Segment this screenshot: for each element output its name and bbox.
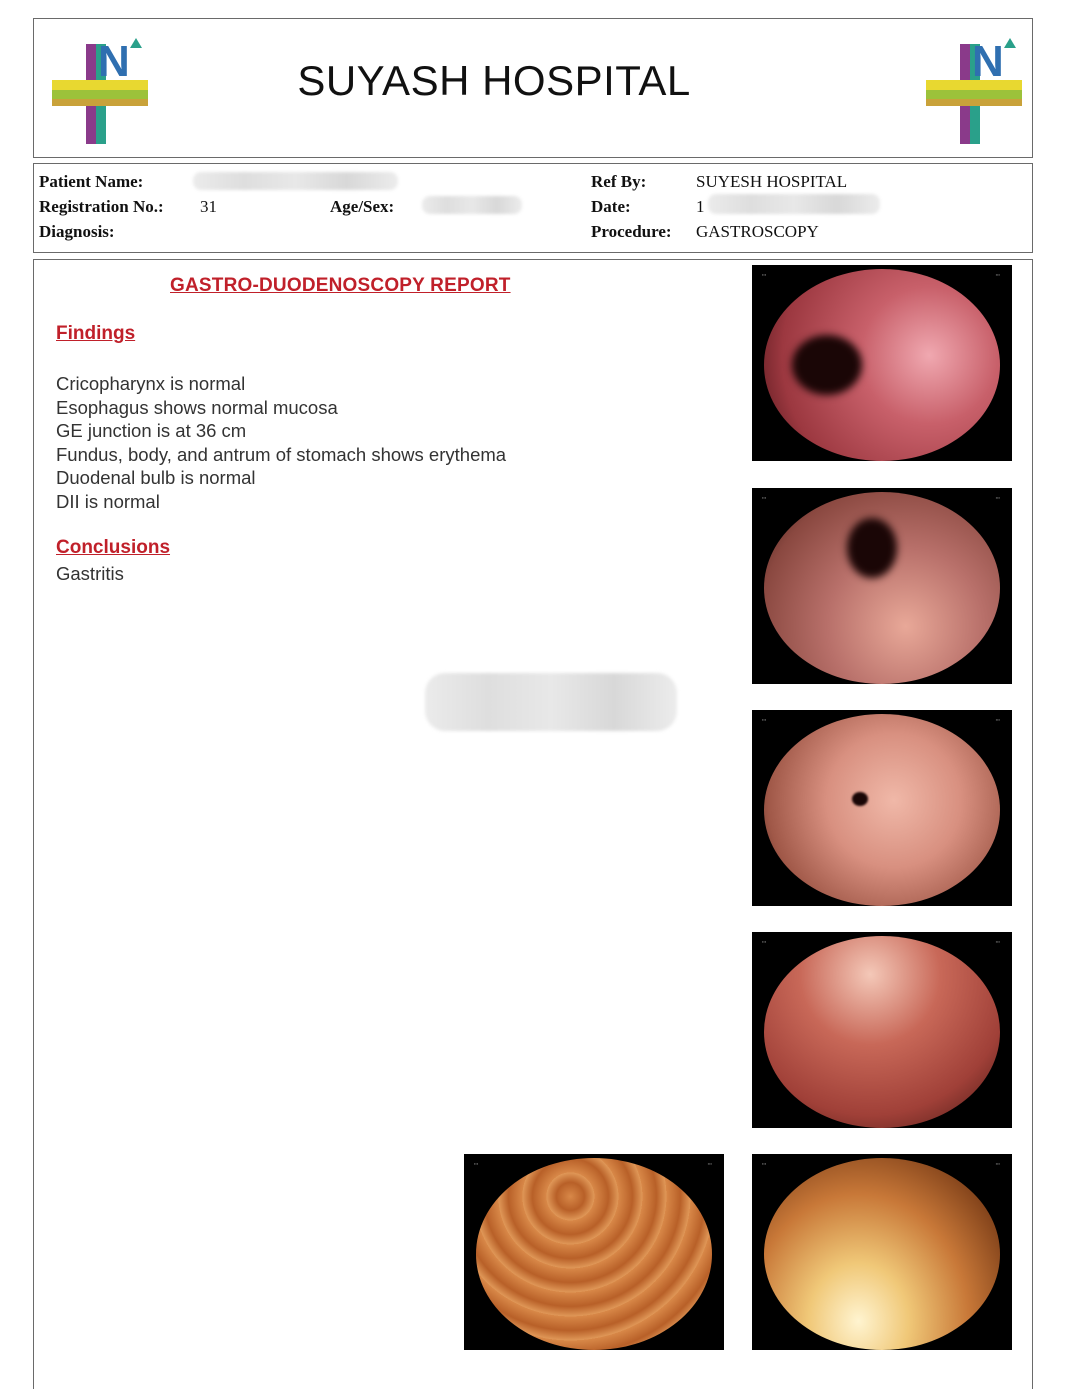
- patient-name-label: Patient Name:: [39, 172, 144, 191]
- ref-by-label: Ref By:: [591, 172, 647, 191]
- svg-text:N: N: [972, 37, 1004, 86]
- diagnosis-label: Diagnosis:: [39, 222, 115, 241]
- redacted-patient-name: [193, 172, 398, 190]
- redacted-date: [708, 194, 880, 214]
- age-sex-label: Age/Sex:: [330, 197, 395, 216]
- date-label: Date:: [591, 197, 631, 216]
- header-box: [33, 18, 1033, 158]
- endoscopy-image-1: ⋯ ⋯: [752, 265, 1012, 461]
- finding-item: Fundus, body, and antrum of stomach shows erythema: [56, 443, 507, 465]
- conclusion-text: Gastritis: [56, 563, 124, 584]
- finding-item: Cricopharynx is normal: [56, 373, 246, 394]
- findings-list: [56, 372, 506, 514]
- conclusions-heading: Conclusions: [56, 537, 171, 558]
- redacted-signature: [425, 673, 677, 731]
- endoscopy-image-2: ⋯ ⋯: [752, 488, 1012, 684]
- redacted-age-sex: [422, 196, 522, 214]
- ref-by-value: SUYESH HOSPITAL: [696, 172, 848, 191]
- hospital-name: SUYASH HOSPITAL: [297, 57, 691, 104]
- registration-label: Registration No.:: [39, 197, 164, 216]
- report-title: GASTRO-DUODENOSCOPY REPORT: [170, 275, 511, 296]
- hospital-logo-left: [52, 36, 152, 146]
- finding-item: Esophagus shows normal mucosa: [56, 396, 338, 418]
- hospital-logo-right: [926, 36, 1026, 146]
- date-value: 1: [696, 197, 705, 216]
- procedure-label: Procedure:: [591, 222, 672, 241]
- endoscopy-image-5: ⋯ ⋯: [464, 1154, 724, 1350]
- procedure-value: GASTROSCOPY: [696, 222, 819, 241]
- finding-item: DII is normal: [56, 490, 160, 512]
- patient-info-box: [33, 163, 1033, 253]
- endoscopy-image-4: ⋯ ⋯: [752, 932, 1012, 1128]
- finding-item: GE junction is at 36 cm: [56, 420, 247, 442]
- svg-text:N: N: [98, 37, 130, 86]
- finding-item: Duodenal bulb is normal: [56, 467, 256, 489]
- endoscopy-image-6: ⋯ ⋯: [752, 1154, 1012, 1350]
- endoscopy-image-3: ⋯ ⋯: [752, 710, 1012, 906]
- registration-value: 31: [200, 197, 217, 216]
- findings-heading: Findings: [56, 323, 136, 344]
